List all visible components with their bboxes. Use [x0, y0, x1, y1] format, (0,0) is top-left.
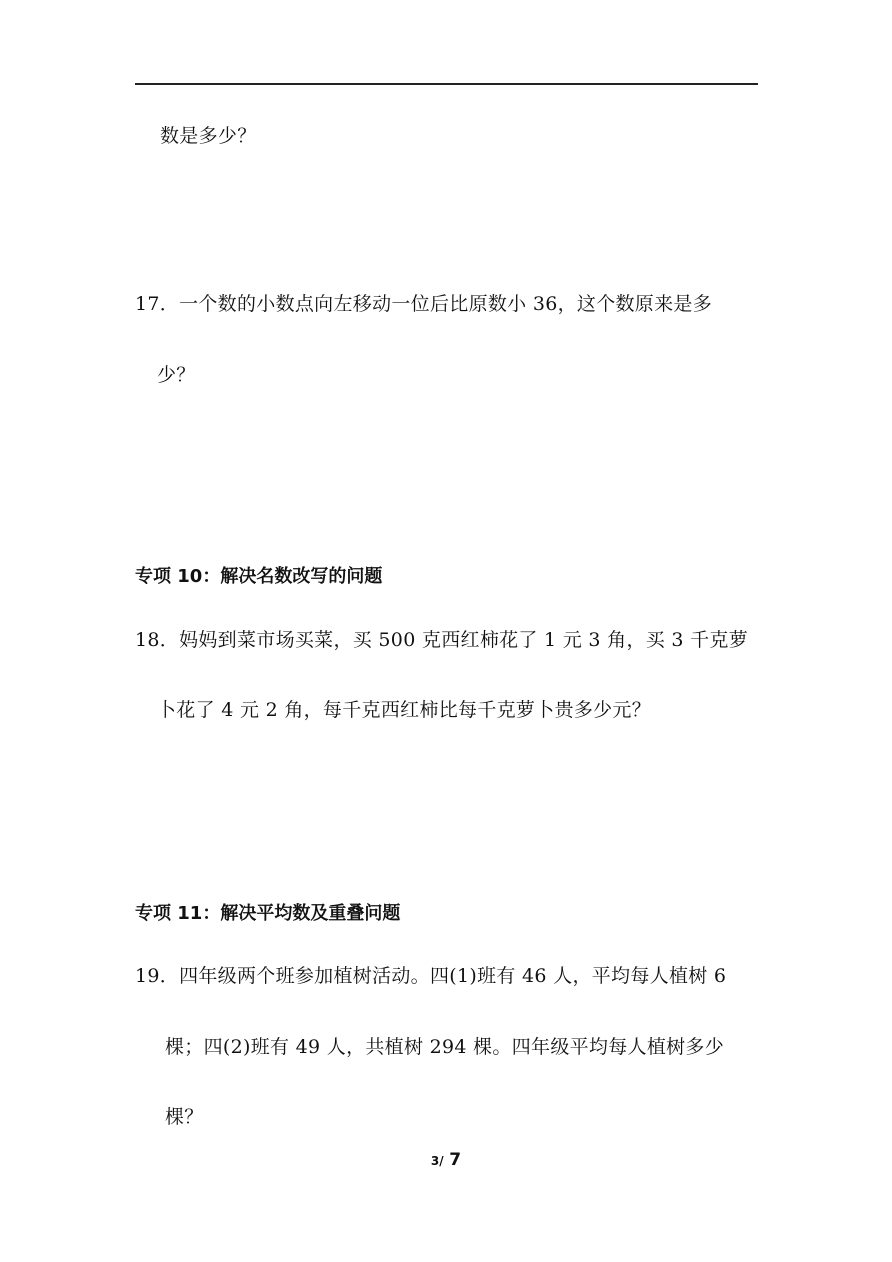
section-10-title: 专项 10：解决名数改写的问题 [135, 566, 383, 587]
section-11-title: 专项 11：解决平均数及重叠问题 [135, 903, 401, 924]
question-19-line-3: 棵？ [165, 1106, 204, 1128]
question-18-line-2: 卜花了 4 元 2 角，每千克西红柿比每千克萝卜贵多少元？ [157, 699, 652, 721]
question-19-line-1: 19．四年级两个班参加植树活动。四(1)班有 46 人，平均每人植树 6 [135, 965, 727, 987]
page-number [0, 1150, 892, 1170]
page-total: 7 [449, 1150, 462, 1170]
question-17-line-1: 17．一个数的小数点向左移动一位后比原数小 36，这个数原来是多 [135, 293, 712, 315]
header-rule [135, 83, 758, 85]
page-current: 3/ [430, 1154, 444, 1168]
continued-question-line: 数是多少？ [160, 125, 257, 147]
question-17-line-2: 少？ [157, 364, 196, 386]
question-18-line-1: 18．妈妈到菜市场买菜，买 500 克西红柿花了 1 元 3 角，买 3 千克萝 [135, 629, 749, 651]
question-19-line-2: 棵；四(2)班有 49 人，共植树 294 棵。四年级平均每人植树多少 [165, 1036, 725, 1058]
